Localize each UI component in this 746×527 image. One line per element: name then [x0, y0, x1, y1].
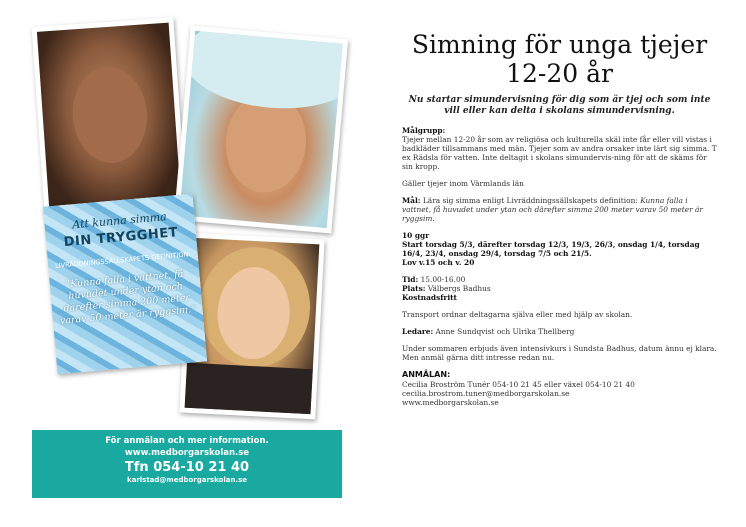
card-definition-label: LIVRÄDDNINGSSÄLLSKAPETS DEFINITION: [54, 250, 191, 271]
card-background [43, 194, 207, 374]
goal-quote: Kunna falla i vattnet, få huvudet under ytan och därefter simma 200 meter varav 50 meter är ryggsim. [402, 195, 703, 223]
card-heading: DIN TRYGGHET [63, 225, 179, 251]
signup-email[interactable]: karlstad@medborgarskolan.se [126, 476, 248, 484]
region-text: Gäller tjejer inom Värmlands län [402, 178, 524, 188]
contact-website[interactable]: www.medborgarskolan.se [402, 397, 499, 407]
schedule-dates: Start torsdag 5/3, därefter torsdag 12/3, 19/3, 26/3, onsdag 1/4, torsdag 16/4, 23/4, onsdag 29/4, torsdag 7/5 och 21/5. [402, 239, 700, 258]
sessions-count: 10 ggr [402, 230, 430, 240]
card-definition-quote: "Kunna falla i vattnet, få huvudet under ytan och därefter simma 200 meter varav 50 meter är ryggsim." [59, 268, 196, 327]
place-row [402, 284, 717, 293]
signup-banner [32, 430, 342, 498]
signup-phone: Tfn 054-10 21 40 [124, 460, 250, 475]
time-label: Tid: [402, 274, 419, 284]
target-label: Målgrupp: [402, 125, 446, 135]
article-column [402, 30, 717, 407]
schedule-section [402, 231, 717, 267]
leaders-value: Anne Sundqvist och Ulrika Thellberg [435, 327, 575, 337]
target-text: Tjejer mellan 12-20 år som av religiösa och kulturella skäl inte får eller vill vistas i badkläder tillsammans med män. Tjejer som av andra orsaker inte lärt sig simma. T ex Rädsla för vatten. Inte deltagit i skolans simundervis-ning för att de skäms för sin kropp. [402, 134, 717, 171]
photo-girl-headscarf [174, 25, 348, 233]
time-value: 15.00-16.00 [420, 274, 466, 284]
photo-image [37, 23, 181, 212]
holiday-weeks: Lov v.15 och v. 20 [402, 257, 475, 267]
goal-label: Mål: [402, 195, 421, 205]
time-row [402, 275, 717, 284]
summer-text: Under sommaren erbjuds även intensivkurs i Sundsta Badhus, datum ännu ej klara. Men anmäl gärna ditt intresse redan nu. [402, 344, 717, 363]
photo-image [185, 238, 320, 414]
shirt-shape [185, 363, 313, 415]
intro-text: Nu startar simundervisning för dig som är tjej och som inte vill eller kan delta i skolans simundervisning. [408, 95, 711, 117]
transport-text: Transport ordnar deltagarna själva eller med hjälp av skolan. [402, 310, 633, 319]
photo-image [179, 31, 343, 228]
signup-section [402, 370, 717, 407]
card-tagline: Att kunna simma [71, 210, 168, 232]
photo-girl-curly-hair [32, 17, 187, 216]
target-section [402, 126, 717, 171]
face-shape [70, 64, 151, 165]
place-label: Plats: [402, 283, 426, 293]
signup-website[interactable]: www.medborgarskolan.se [124, 448, 250, 458]
signup-info-line: För anmälan och mer information. [105, 436, 269, 446]
leaders-label: Ledare: [402, 327, 434, 337]
signup-heading: ANMÄLAN: [402, 370, 451, 380]
contact-phone: Cecilia Broström Tunér 054-10 21 45 eller växel 054-10 21 40 [402, 379, 635, 389]
page-title: Simning för unga tjejer 12-20 år [411, 30, 708, 88]
goal-text: Lära sig simma enligt Livräddningssällskapets definition: [422, 195, 638, 205]
goal-section [402, 196, 717, 223]
place-value: Välbergs Badhus [427, 283, 491, 293]
cost-text: Kostnadsfritt [402, 292, 457, 302]
headscarf-shape [179, 31, 342, 116]
contact-email[interactable]: cecilia.brostrom.tuner@medborgarskolan.se [402, 388, 570, 398]
time-place-section [402, 275, 717, 302]
swim-definition-card [43, 194, 207, 374]
leaders-section [402, 327, 717, 336]
